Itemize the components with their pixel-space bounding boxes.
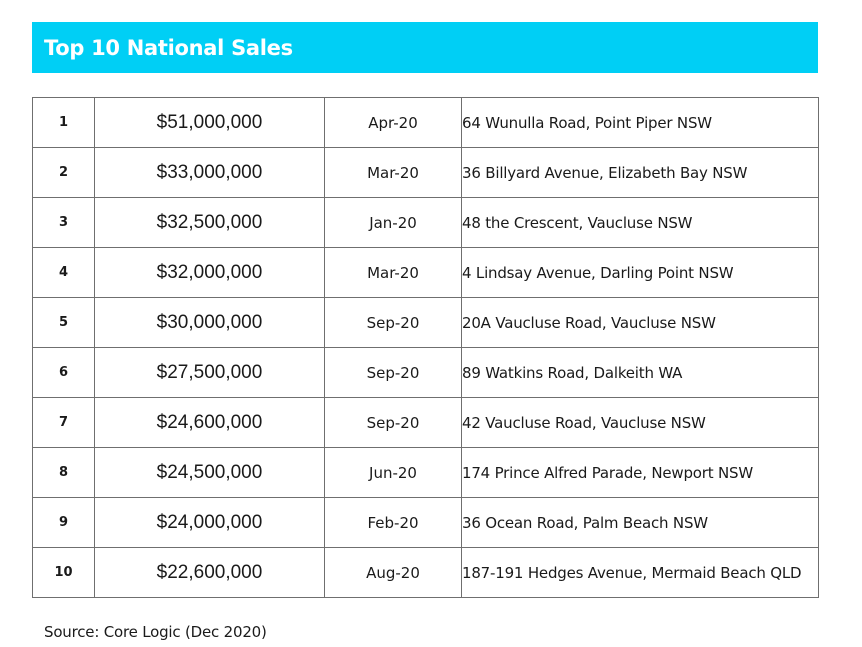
table-row [33,148,819,198]
address-cell: 42 Vaucluse Road, Vaucluse NSW [462,398,819,448]
price-cell: $27,500,000 [95,348,325,398]
rank-cell: 6 [33,348,95,398]
address-cell: 89 Watkins Road, Dalkeith WA [462,348,819,398]
date-cell: Sep-20 [325,398,462,448]
date-cell: Sep-20 [325,348,462,398]
rank-cell: 8 [33,448,95,498]
date-cell: Apr-20 [325,98,462,148]
price-cell: $32,000,000 [95,248,325,298]
rank-cell: 4 [33,248,95,298]
table-row [33,248,819,298]
title-banner [32,22,818,73]
date-cell: Mar-20 [325,248,462,298]
date-cell: Jan-20 [325,198,462,248]
table-row [33,448,819,498]
rank-cell: 1 [33,98,95,148]
rank-cell: 9 [33,498,95,548]
rank-cell: 3 [33,198,95,248]
address-cell: 64 Wunulla Road, Point Piper NSW [462,98,819,148]
price-cell: $24,600,000 [95,398,325,448]
date-cell: Mar-20 [325,148,462,198]
table-row [33,98,819,148]
price-cell: $33,000,000 [95,148,325,198]
address-cell: 48 the Crescent, Vaucluse NSW [462,198,819,248]
rank-cell: 5 [33,298,95,348]
table-row [33,298,819,348]
page-title: Top 10 National Sales [44,35,293,60]
rank-cell: 2 [33,148,95,198]
address-cell: 174 Prince Alfred Parade, Newport NSW [462,448,819,498]
price-cell: $24,000,000 [95,498,325,548]
price-cell: $51,000,000 [95,98,325,148]
date-cell: Sep-20 [325,298,462,348]
table-row [33,498,819,548]
rank-cell: 7 [33,398,95,448]
date-cell: Jun-20 [325,448,462,498]
price-cell: $30,000,000 [95,298,325,348]
price-cell: $32,500,000 [95,198,325,248]
table-row [33,198,819,248]
table-row [33,348,819,398]
address-cell: 4 Lindsay Avenue, Darling Point NSW [462,248,819,298]
sales-table-body [33,98,819,598]
table-row [33,548,819,598]
source-note: Source: Core Logic (Dec 2020) [44,623,267,641]
address-cell: 20A Vaucluse Road, Vaucluse NSW [462,298,819,348]
address-cell: 187-191 Hedges Avenue, Mermaid Beach QLD [462,548,819,598]
address-cell: 36 Ocean Road, Palm Beach NSW [462,498,819,548]
price-cell: $24,500,000 [95,448,325,498]
price-cell: $22,600,000 [95,548,325,598]
table-row [33,398,819,448]
date-cell: Aug-20 [325,548,462,598]
rank-cell: 10 [33,548,95,598]
address-cell: 36 Billyard Avenue, Elizabeth Bay NSW [462,148,819,198]
date-cell: Feb-20 [325,498,462,548]
sales-table [32,97,819,598]
